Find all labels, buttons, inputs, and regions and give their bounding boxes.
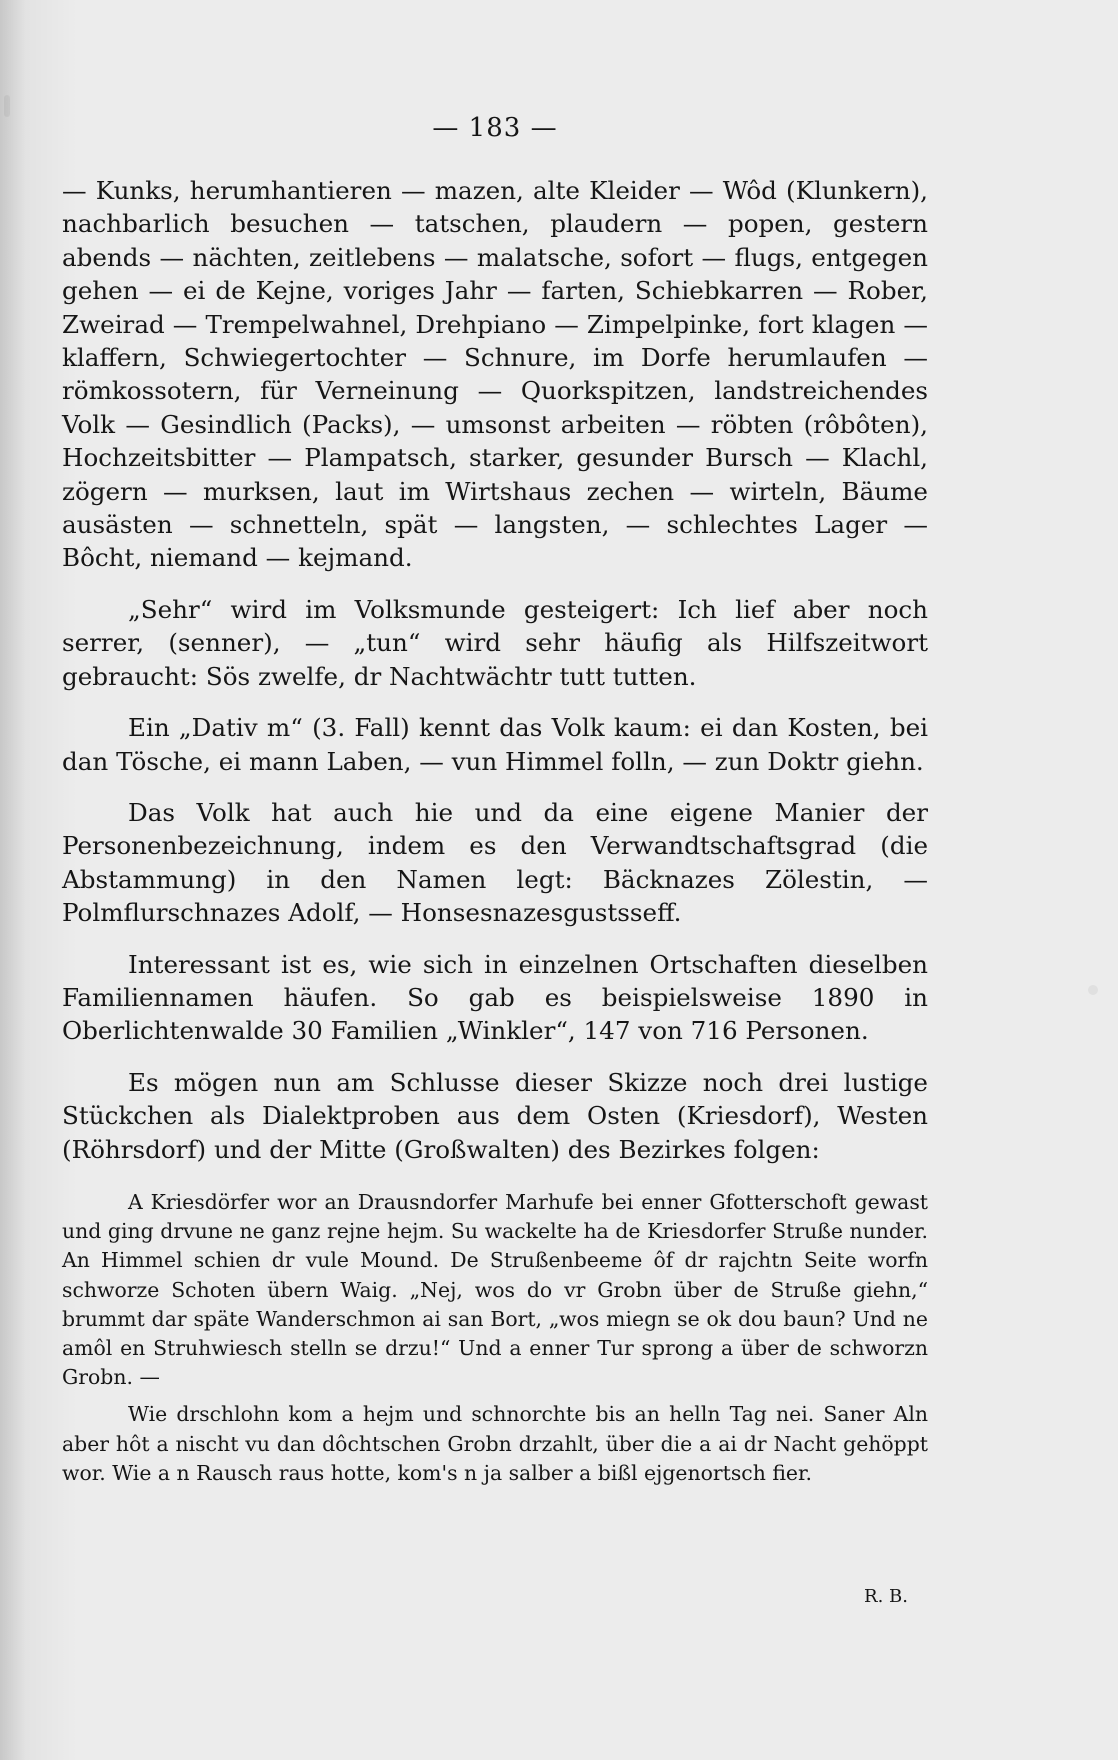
story-paragraph: A Kriesdörfer wor an Drausndorfer Marhufe bei enner Gfotterschoft gewast und ging drvune ne ganz rejne hejm. Su wackelte ha de Kriesdorfer Struße nunder. An Himmel schien dr vule Mound. De Strußenbeeme ôf dr rajchtn Seite worfn schworze Schoten übern Waig. „Nej, wos do vr Grobn über de Struße giehn,“ brummt dar späte Wanderschmon ai san Bort, „wos miegn se ok dou baun? Und ne amôl en Struhwiesch stelln se drzu!“ Und a enner Tur sprong a über de schworzn Grobn. — (62, 1189, 928, 1390)
author-initials: R. B. (864, 1586, 908, 1607)
paper-stain (1088, 985, 1098, 995)
story-paragraph: Wie drschlohn kom a hejm und schnorchte bis an helln Tag nei. Saner Aln aber hôt a nischt vu dan dôchtschen Grobn drzahlt, über die a ai dr Nacht gehöppt wor. Wie a n Rausch raus hotte, kom's n ja salber a bißl ejgenortsch fier. (62, 1402, 928, 1485)
book-page (62, 0, 928, 1760)
dative-paragraph: Ein „Dativ m“ (3. Fall) kennt das Volk kaum: ei dan Kosten, bei dan Töschе, ei mann Laben, — vun Himmel folln, — zun Doktr giehn. (62, 713, 928, 776)
intensifier-paragraph: „Sehr“ wird im Volksmunde gesteigert: Ich lief aber noch serrer, (senner), — „tun“ wird sehr häufig als Hilfszeitwort gebraucht: Sös zwelfe, dr Nachtwächtr tutt tutten. (62, 594, 928, 691)
dialect-samples-intro: Es mögen nun am Schlusse dieser Skizze noch drei lustige Stückchen als Dialektproben aus dem Osten (Kriesdorf), Westen (Röhrsdorf) und der Mitte (Großwalten) des Bezirkes folgen: (62, 1067, 928, 1164)
dialect-story (62, 1188, 928, 1488)
page-number: — 183 — (432, 113, 558, 143)
page-body (62, 174, 928, 1488)
paper-stain (4, 95, 10, 117)
vocabulary-paragraph: — Kunks, herumhantieren — mazen, alte Kleider — Wôd (Klunkern), nachbarlich besuchen — tatschen, plaudern — popen, gestern abends — nächten, zeitlebens — malatsche, sofort — flugs, entgegen gehen — ei de Kejne, voriges Jahr — farten, Schiebkarren — Rober, Zweirad — Trempelwahnel, Drehpiano — Zimpelpinke, fort klagen — klaffern, Schwiegertochter — Schnure, im Dorfe herumlaufen — römkossotern, für Verneinung — Quorkspitzen, landstreichendes Volk — Gesindlich (Packs), — umsonst arbeiten — röbten (rôbôten), Hochzeitsbitter — Plampatsch, starker, gesunder Bursch — Klachl, zögern — murksen, laut im Wirtshaus zechen — wirteln, Bäume ausästen — schnetteln, spät — langsten, — schlechtes Lager — Bôcht, niemand — kejmand. (62, 176, 928, 573)
surnames-paragraph: Interessant ist es, wie sich in einzelnen Ortschaften dieselben Familiennamen häufen. So gab es beispielsweise 1890 in Oberlichtenwalde 30 Familien „Winkler“, 147 von 716 Personen. (62, 949, 928, 1046)
naming-paragraph: Das Volk hat auch hie und da eine eigene Manier der Personenbezeichnung, indem es den Verwandtschaftsgrad (die Abstammung) in den Namen legt: Bäcknazes Zölestin, — Polmflurschnazes Adolf, — Honsesnazesgustsseff. (62, 797, 928, 928)
